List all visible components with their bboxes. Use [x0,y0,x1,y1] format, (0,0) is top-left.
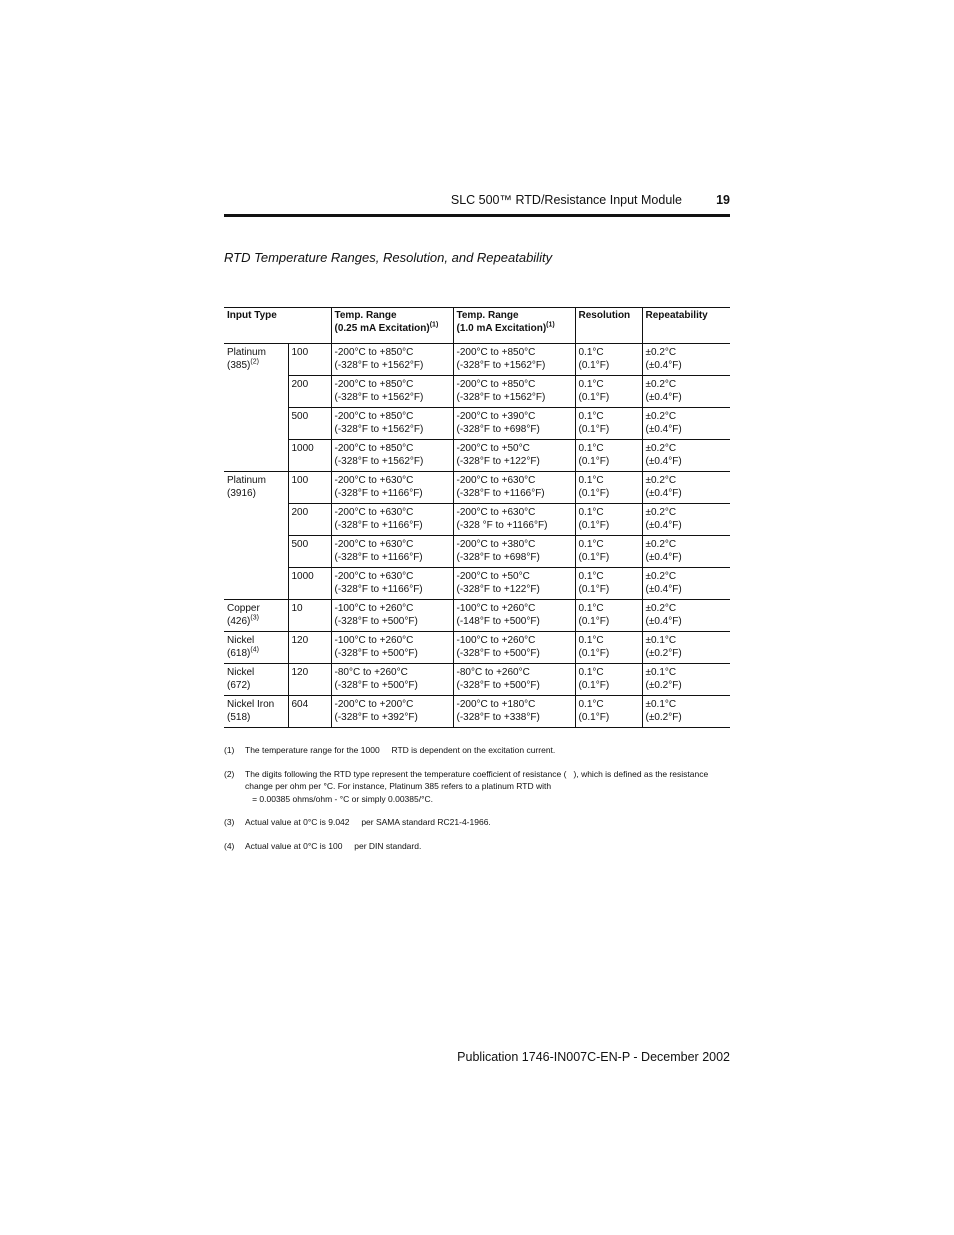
ohms-cell: 120 [288,632,331,664]
input-type-coefficient: (518) [227,711,251,723]
fahrenheit-value: (-328°F to +500°F) [334,615,418,627]
celsius-value: -100°C to +260°C [456,635,536,646]
repeatability-cell [642,408,730,440]
ohms-cell: 200 [288,504,331,536]
temp-range-10-cell [453,472,575,504]
repeatability-cell [642,664,730,696]
celsius-value: -200°C to +180°C [456,699,536,710]
resolution-cell [575,408,642,440]
celsius-value: ±0.1°C [645,635,677,646]
footnote-number: (1) [224,745,235,755]
celsius-value: -200°C to +50°C [456,571,530,582]
fahrenheit-value: (-328°F to +1562°F) [334,455,424,467]
footnote-number: (4) [224,840,235,851]
table-row [224,600,730,632]
input-type-name: Platinum [227,347,266,358]
resolution-cell [575,600,642,632]
fahrenheit-value: (±0.4°F) [645,583,682,595]
fahrenheit-value: (±0.4°F) [645,615,682,627]
celsius-value: -200°C to +630°C [334,507,414,518]
resolution-cell [575,632,642,664]
resolution-cell [575,472,642,504]
resolution-cell [575,376,642,408]
table-row [224,376,730,408]
table-row [224,696,730,728]
fahrenheit-value: (-328°F to +1562°F) [334,359,424,371]
temp-range-10-cell [453,664,575,696]
fahrenheit-value: (-328°F to +1562°F) [456,359,546,371]
celsius-value: -100°C to +260°C [334,603,414,614]
temp-range-10-cell [453,632,575,664]
celsius-value: -200°C to +850°C [334,347,414,358]
temp-range-10-cell [453,696,575,728]
temp-range-025-cell [331,696,453,728]
celsius-value: 0.1°C [578,667,604,678]
input-type-cell [224,344,288,472]
fahrenheit-value: (±0.2°F) [645,711,682,723]
celsius-value: -200°C to +630°C [334,475,414,486]
celsius-value: 0.1°C [578,539,604,550]
publication-footer: Publication 1746-IN007C-EN-P - December 2002 [457,1050,730,1064]
footnote-ref: (1) [546,321,555,329]
ohms-cell: 500 [288,536,331,568]
footnote-text: The temperature range for the 1000 RTD is dependent on the excitation current. [245,745,556,755]
footnote-ref: (2) [250,358,259,366]
footnote-ref: (1) [429,321,439,329]
fahrenheit-value: (-328°F to +1166°F) [334,551,423,563]
header-temp-range-025: Temp. Range (0.25 mA Excitation)$^{(1)}$ [331,308,453,344]
celsius-value: 0.1°C [578,379,604,390]
resolution-cell [575,536,642,568]
input-type-cell [224,600,288,632]
celsius-value: -200°C to +850°C [334,379,414,390]
ohms-cell: 1000 [288,440,331,472]
input-type-cell [224,664,288,696]
repeatability-cell [642,440,730,472]
footnote [224,744,730,757]
repeatability-cell [642,536,730,568]
fahrenheit-value: (-148°F to +500°F) [456,615,540,627]
fahrenheit-value: (-328°F to +1562°F) [334,423,424,435]
table-row [224,440,730,472]
input-type-name: Nickel Iron [227,699,275,710]
fahrenheit-value: (-328°F to +1166°F) [334,519,423,531]
page-number: 19 [716,193,730,207]
running-header-title: SLC 500™ RTD/Resistance Input Module [450,193,682,207]
fahrenheit-value: (0.1°F) [578,391,610,403]
temp-range-10-cell [453,536,575,568]
celsius-value: -200°C to +390°C [456,411,536,422]
resolution-cell [575,664,642,696]
temp-range-025-cell [331,440,453,472]
ohms-cell: 200 [288,376,331,408]
ohms-cell: 100 [288,344,331,376]
fahrenheit-value: (±0.2°F) [645,647,682,659]
repeatability-cell [642,376,730,408]
celsius-value: 0.1°C [578,475,604,486]
fahrenheit-value: (-328°F to +122°F) [456,583,540,595]
fahrenheit-value: (0.1°F) [578,487,610,499]
resolution-cell [575,504,642,536]
fahrenheit-value: (0.1°F) [578,423,610,435]
input-type-coefficient: (618) [227,647,251,659]
ohms-cell: 604 [288,696,331,728]
temp-range-025-cell [331,632,453,664]
fahrenheit-value: (0.1°F) [578,615,610,627]
celsius-value: -200°C to +850°C [334,443,414,454]
input-type-coefficient: (3916) [227,487,256,499]
input-type-name: Copper [227,603,260,614]
temp-range-025-cell [331,568,453,600]
fahrenheit-value: (-328°F to +1166°F) [334,487,423,499]
fahrenheit-value: (±0.4°F) [645,391,682,403]
fahrenheit-value: (±0.4°F) [645,487,682,499]
fahrenheit-value: (±0.4°F) [645,519,682,531]
fahrenheit-value: (0.1°F) [578,647,610,659]
resolution-cell [575,440,642,472]
celsius-value: 0.1°C [578,347,604,358]
fahrenheit-value: (-328°F to +1562°F) [334,391,424,403]
input-type-coefficient: (426) [227,615,251,627]
celsius-value: ±0.2°C [645,571,677,582]
table-row [224,664,730,696]
repeatability-cell [642,600,730,632]
fahrenheit-value: (±0.4°F) [645,551,682,563]
celsius-value: -200°C to +630°C [334,571,414,582]
fahrenheit-value: (-328°F to +1562°F) [456,391,546,403]
header-repeatability: Repeatability [642,308,730,344]
celsius-value: ±0.2°C [645,347,677,358]
celsius-value: -200°C to +630°C [456,475,536,486]
resolution-cell [575,344,642,376]
celsius-value: ±0.2°C [645,443,677,454]
footnotes [224,744,730,863]
input-type-name: Nickel [227,667,255,678]
footnote-text: Actual value at 0°C is 100 per DIN standard. [245,840,422,851]
repeatability-cell [642,344,730,376]
fahrenheit-value: (0.1°F) [578,519,610,531]
temp-range-025-cell [331,536,453,568]
footnote-ref: (4) [250,646,259,654]
input-type-cell [224,632,288,664]
table-row [224,344,730,376]
celsius-value: -100°C to +260°C [456,603,536,614]
celsius-value: 0.1°C [578,443,604,454]
celsius-value: -200°C to +630°C [456,507,536,518]
fahrenheit-value: (0.1°F) [578,359,610,371]
header-temp-range-10: Temp. Range (1.0 mA Excitation)$^{(1)}$ [453,308,575,344]
footnote-text: The digits following the RTD type represent the temperature coefficient of resistance ( ), which is defined as the resistance [245,768,709,779]
input-type-coefficient: (385) [227,359,251,371]
footnote-text: Actual value at 0°C is 9.042 per SAMA standard RC21-4-1966. [245,817,491,827]
temp-range-10-cell [453,344,575,376]
celsius-value: ±0.2°C [645,411,677,422]
fahrenheit-value: (-328°F to +338°F) [456,711,540,723]
table-row [224,408,730,440]
temp-range-10-cell [453,568,575,600]
celsius-value: ±0.2°C [645,507,677,518]
fahrenheit-value: (-328°F to +698°F) [456,423,540,435]
header-rule [224,214,730,217]
fahrenheit-value: (-328°F to +698°F) [456,551,540,563]
celsius-value: 0.1°C [578,571,604,582]
header-input-type: Input Type [224,308,331,344]
celsius-value: -80°C to +260°C [456,667,530,678]
footnote-text: = 0.00385 ohms/ohm - °C or simply 0.00385/°C. [245,793,433,804]
ohms-cell: 500 [288,408,331,440]
ohms-cell: 10 [288,600,331,632]
fahrenheit-value: (-328°F to +1166°F) [456,487,545,499]
footnote [224,768,730,806]
input-type-cell [224,472,288,600]
celsius-value: ±0.2°C [645,379,677,390]
repeatability-cell [642,696,730,728]
fahrenheit-value: (-328°F to +1166°F) [334,583,423,595]
celsius-value: -200°C to +850°C [334,411,414,422]
header-resolution: Resolution [575,308,642,344]
section-title: RTD Temperature Ranges, Resolution, and Repeatability [224,250,553,265]
fahrenheit-value: (0.1°F) [578,583,610,595]
footnote-number: (2) [224,768,235,779]
fahrenheit-value: (0.1°F) [578,711,610,723]
temp-range-025-cell [331,504,453,536]
repeatability-cell [642,568,730,600]
fahrenheit-value: (±0.4°F) [645,423,682,435]
ohms-cell: 120 [288,664,331,696]
ohms-cell: 100 [288,472,331,504]
table-header-row [224,308,730,344]
celsius-value: ±0.1°C [645,667,677,678]
fahrenheit-value: (-328°F to +500°F) [456,647,540,659]
temp-range-025-cell [331,344,453,376]
fahrenheit-value: (0.1°F) [578,679,610,691]
fahrenheit-value: (±0.2°F) [645,679,682,691]
celsius-value: -100°C to +260°C [334,635,414,646]
temp-range-025-cell [331,664,453,696]
celsius-value: -200°C to +850°C [456,347,536,358]
ohms-cell: 1000 [288,568,331,600]
fahrenheit-value: (-328°F to +392°F) [334,711,418,723]
fahrenheit-value: (-328°F to +500°F) [334,647,418,659]
input-type-name: Nickel [227,635,255,646]
celsius-value: -200°C to +50°C [456,443,530,454]
footnote-number: (3) [224,817,235,827]
fahrenheit-value: (-328 °F to +1166°F) [456,519,548,531]
table-row [224,536,730,568]
input-type-coefficient: (672) [227,679,251,691]
temp-range-10-cell [453,504,575,536]
fahrenheit-value: (-328°F to +500°F) [456,679,540,691]
temp-range-025-cell [331,408,453,440]
input-type-name: Platinum [227,475,266,486]
celsius-value: ±0.1°C [645,699,677,710]
resolution-cell [575,568,642,600]
temp-range-10-cell [453,440,575,472]
footnote [224,816,730,829]
table-row [224,504,730,536]
repeatability-cell [642,632,730,664]
fahrenheit-value: (0.1°F) [578,455,610,467]
fahrenheit-value: (±0.4°F) [645,455,682,467]
celsius-value: 0.1°C [578,699,604,710]
table-body [224,344,730,728]
repeatability-cell [642,472,730,504]
celsius-value: ±0.2°C [645,603,677,614]
resolution-cell [575,696,642,728]
temp-range-10-cell [453,408,575,440]
fahrenheit-value: (±0.4°F) [645,359,682,371]
celsius-value: 0.1°C [578,635,604,646]
celsius-value: ±0.2°C [645,539,677,550]
temp-range-10-cell [453,600,575,632]
input-type-cell [224,696,288,728]
footnote-ref: (3) [250,614,259,622]
fahrenheit-value: (0.1°F) [578,551,610,563]
celsius-value: 0.1°C [578,411,604,422]
fahrenheit-value: (-328°F to +122°F) [456,455,540,467]
celsius-value: -200°C to +380°C [456,539,536,550]
celsius-value: 0.1°C [578,507,604,518]
rtd-ranges-table [224,307,730,728]
temp-range-10-cell [453,376,575,408]
repeatability-cell [642,504,730,536]
celsius-value: ±0.2°C [645,475,677,486]
table-row [224,568,730,600]
table-row [224,472,730,504]
temp-range-025-cell [331,472,453,504]
footnote [224,840,730,853]
footnote-text: change per ohm per °C. For instance, Platinum 385 refers to a platinum RTD with [245,781,552,791]
celsius-value: 0.1°C [578,603,604,614]
fahrenheit-value: (-328°F to +500°F) [334,679,418,691]
celsius-value: -80°C to +260°C [334,667,408,678]
celsius-value: -200°C to +850°C [456,379,536,390]
temp-range-025-cell [331,376,453,408]
celsius-value: -200°C to +630°C [334,539,414,550]
table-row [224,632,730,664]
celsius-value: -200°C to +200°C [334,699,414,710]
temp-range-025-cell [331,600,453,632]
